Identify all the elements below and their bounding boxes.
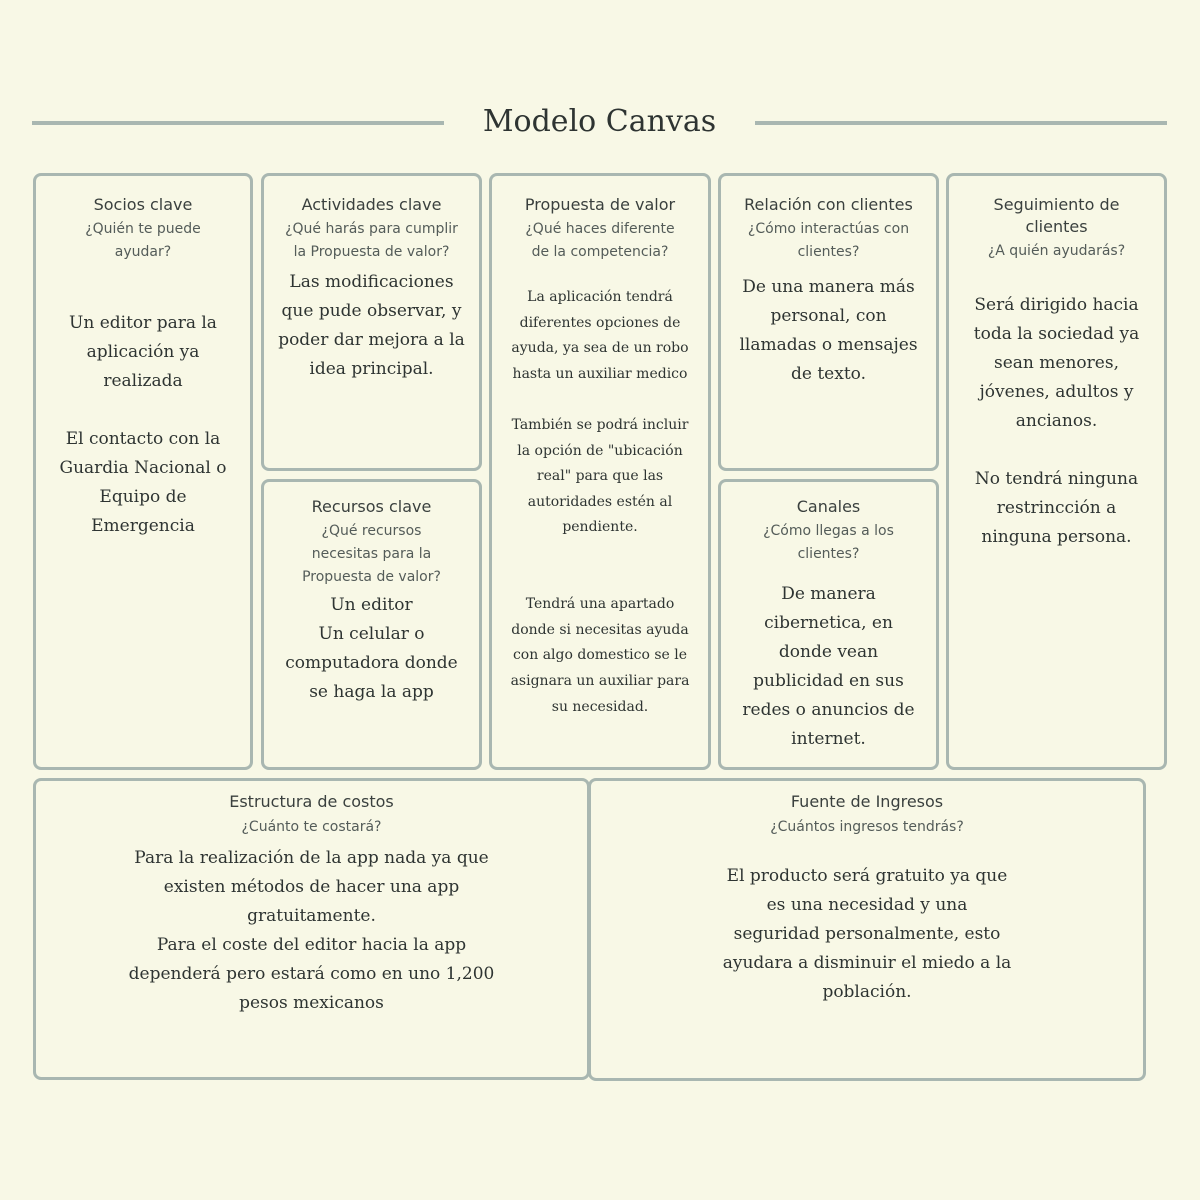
block-question: ¿Qué harás para cumplir la Propuesta de valor? bbox=[285, 221, 458, 260]
block-title: Relación con clientes bbox=[744, 195, 913, 214]
block-canales bbox=[718, 479, 939, 770]
block-title: Fuente de Ingresos bbox=[790, 792, 944, 811]
block-body: Un editor para la aplicación ya realizada El contacto con la Guardia Nacional o Equipo de Emergencia bbox=[59, 313, 227, 536]
block-title: Canales bbox=[796, 497, 861, 516]
block-estructura-de-costos bbox=[33, 778, 590, 1080]
block-question: ¿Quién te puede ayudar? bbox=[85, 221, 201, 260]
block-body: De una manera más personal, con llamadas o mensajes de texto. bbox=[739, 277, 918, 384]
block-title: Recursos clave bbox=[311, 497, 432, 516]
block-actividades-clave bbox=[261, 173, 482, 471]
block-body: El producto será gratuito ya que es una necesidad y una seguridad personalmente, esto ayudara a disminuir el miedo a la población. bbox=[722, 866, 1012, 1002]
title-rule-left bbox=[32, 121, 444, 125]
block-body: De manera cibernetica, en donde vean publicidad en sus redes o anuncios de internet. bbox=[742, 584, 915, 749]
block-body: Las modificaciones que pude observar, y poder dar mejora a la idea principal. bbox=[278, 272, 465, 379]
block-question: ¿A quién ayudarás? bbox=[987, 243, 1126, 259]
block-fuente-de-ingresos bbox=[588, 778, 1146, 1081]
block-body: Será dirigido hacia toda la sociedad ya sean menores, jóvenes, adultos y ancianos. No tendrá ninguna restrincción a ninguna persona. bbox=[973, 295, 1140, 547]
block-title: Actividades clave bbox=[301, 195, 442, 214]
block-title: Seguimiento de clientes bbox=[993, 195, 1120, 236]
block-question: ¿Qué haces diferente de la competencia? bbox=[525, 221, 675, 260]
block-question: ¿Cuántos ingresos tendrás? bbox=[770, 819, 964, 835]
page-title: Modelo Canvas bbox=[482, 104, 717, 139]
block-title: Propuesta de valor bbox=[524, 195, 676, 214]
block-recursos-clave bbox=[261, 479, 482, 770]
block-title: Socios clave bbox=[93, 195, 193, 214]
block-propuesta-de-valor bbox=[489, 173, 711, 770]
block-title: Estructura de costos bbox=[229, 792, 394, 811]
title-rule-right bbox=[755, 121, 1167, 125]
block-question: ¿Cómo llegas a los clientes? bbox=[763, 523, 894, 562]
header bbox=[0, 96, 1200, 148]
block-body: Para la realización de la app nada ya que existen métodos de hacer una app gratuitamente. Para el coste del editor hacia la app dependerá pero estará como en uno 1,200 pesos mexicanos bbox=[128, 848, 495, 1013]
block-question: ¿Cómo interactúas con clientes? bbox=[747, 221, 910, 260]
block-socios-clave bbox=[33, 173, 253, 770]
block-relacion-con-clientes bbox=[718, 173, 939, 471]
block-body: La aplicación tendrá diferentes opciones de ayuda, ya sea de un robo hasta un auxiliar medico También se podrá incluir la opción de "ubicación real" para que las autoridades estén al pendiente. Tendrá una apartado donde si necesitas ayuda con algo domestico se le asignara un auxiliar para su necesidad. bbox=[510, 289, 690, 715]
block-question: ¿Qué recursos necesitas para la Propuesta de valor? bbox=[302, 523, 441, 585]
block-question: ¿Cuánto te costará? bbox=[241, 819, 382, 835]
block-seguimiento-de-clientes bbox=[946, 173, 1167, 770]
block-body: Un editor Un celular o computadora donde se haga la app bbox=[285, 595, 458, 702]
